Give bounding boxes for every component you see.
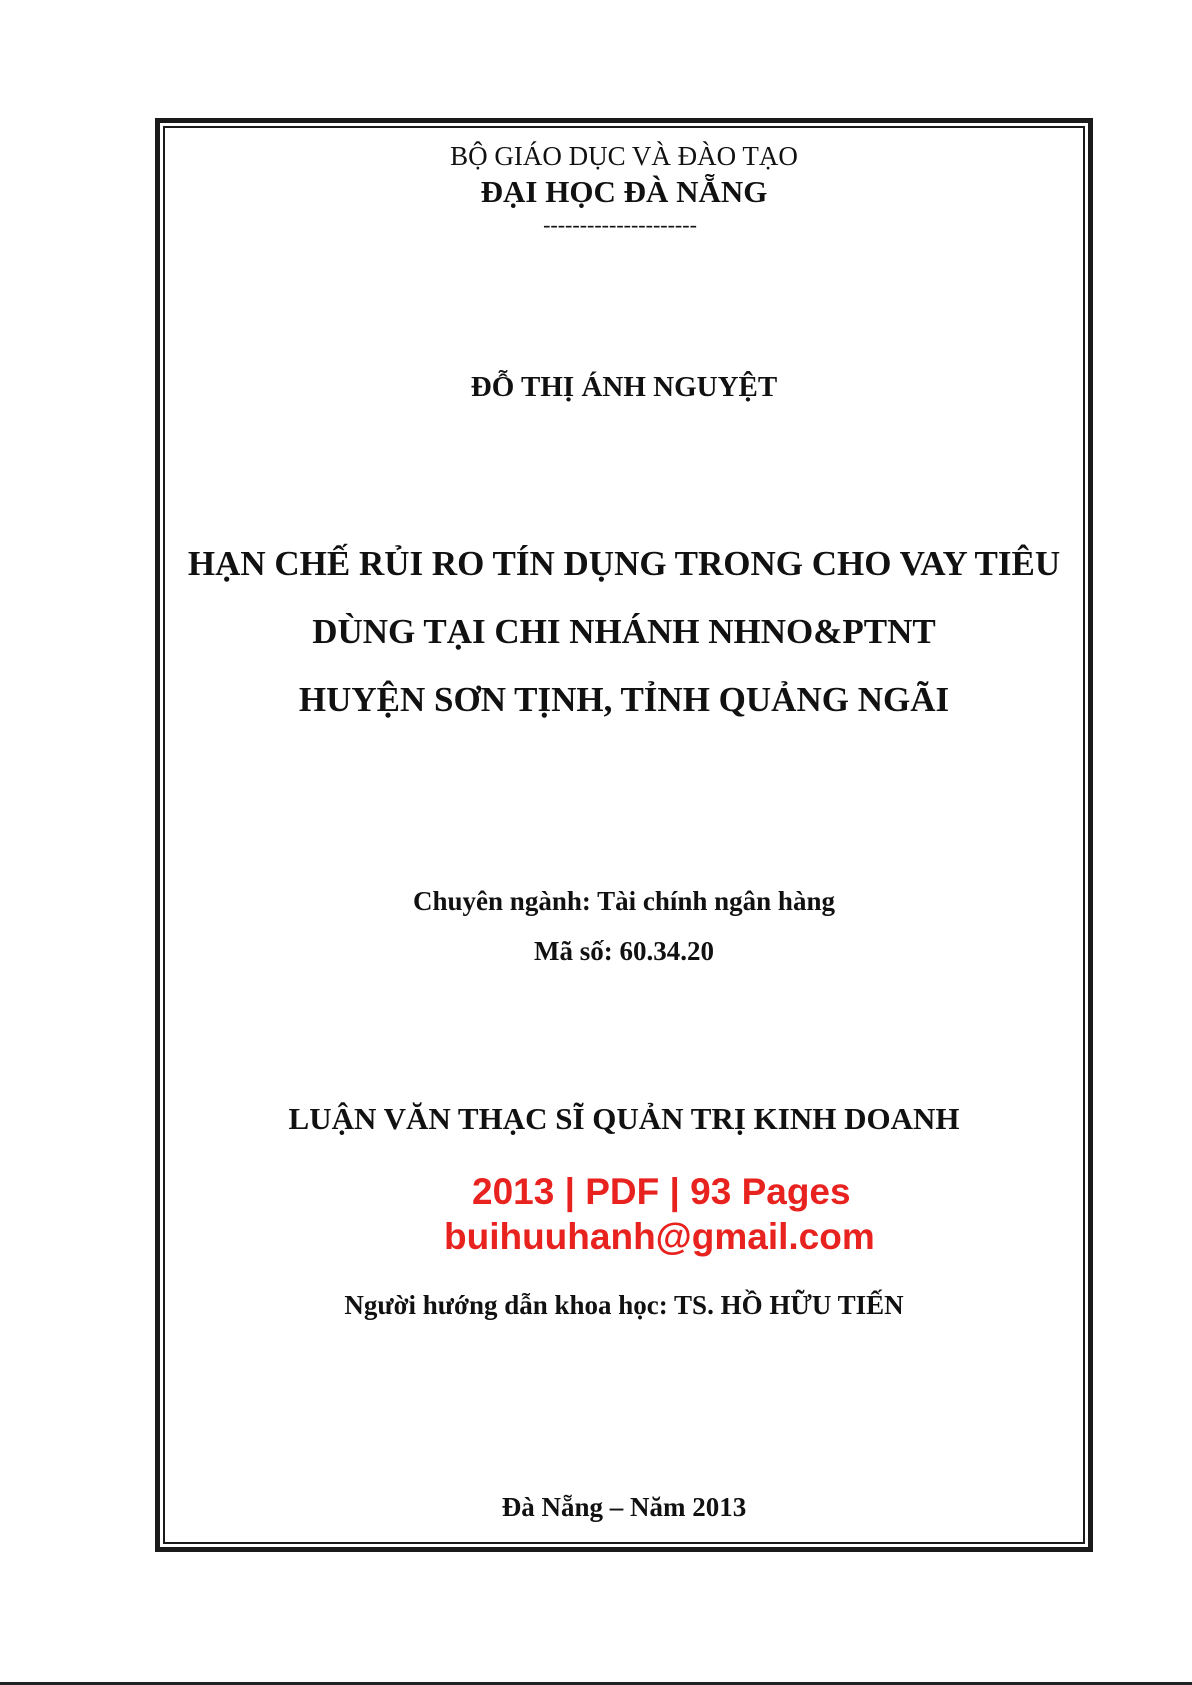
ministry-name: BỘ GIÁO DỤC VÀ ĐÀO TẠO: [450, 141, 798, 171]
header-separator: ---------------------: [543, 212, 697, 237]
watermark-stamp-email: buihuuhanh@gmail.com: [444, 1216, 875, 1257]
university-name: ĐẠI HỌC ĐÀ NẴNG: [480, 174, 768, 209]
thesis-title-line-2: DÙNG TẠI CHI NHÁNH NHNO&PTNT: [312, 612, 936, 651]
thesis-title-line-3: HUYỆN SƠN TỊNH, TỈNH QUẢNG NGÃI: [298, 680, 950, 719]
major-label: Chuyên ngành: Tài chính ngân hàng: [413, 886, 835, 916]
author-name: ĐỖ THỊ ÁNH NGUYỆT: [470, 371, 778, 403]
advisor-line: Người hướng dẫn khoa học: TS. HỒ HỮU TIẾN: [344, 1290, 904, 1320]
cover-border-inner: [163, 126, 1085, 1544]
major-code: Mã số: 60.34.20: [534, 936, 714, 966]
place-and-year: Đà Nẵng – Năm 2013: [501, 1492, 747, 1522]
watermark-stamp-info: 2013 | PDF | 93 Pages: [472, 1171, 851, 1212]
thesis-title-line-1: HẠN CHẾ RỦI RO TÍN DỤNG TRONG CHO VAY TIÊU: [187, 544, 1061, 583]
degree-title: LUẬN VĂN THẠC SĨ QUẢN TRỊ KINH DOANH: [288, 1101, 960, 1136]
